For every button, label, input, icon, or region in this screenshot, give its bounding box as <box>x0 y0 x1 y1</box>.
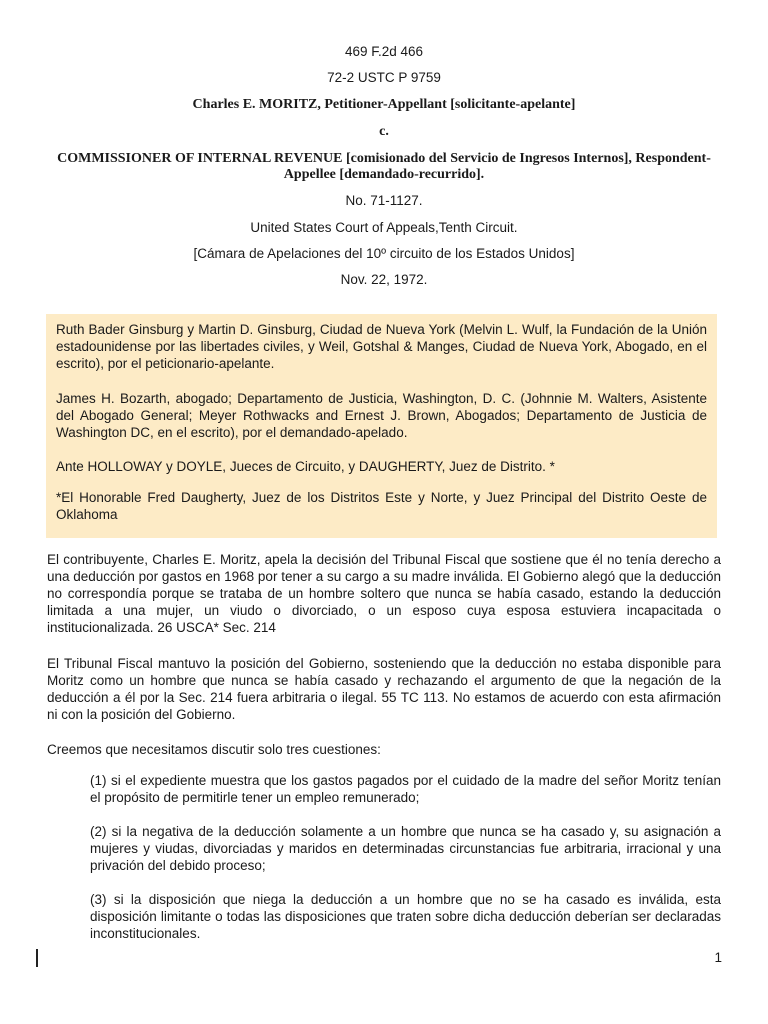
text-cursor <box>36 949 38 967</box>
body-paragraph: Creemos que necesitamos discutir solo tres cuestiones: <box>47 742 381 757</box>
court-name: United States Court of Appeals,Tenth Circuit. <box>250 220 518 235</box>
judges-panel: Ante HOLLOWAY y DOYLE, Jueces de Circuito, y DAUGHERTY, Juez de Distrito. * <box>56 459 555 474</box>
counsel-highlight-box <box>46 314 717 538</box>
petitioner-line: Charles E. MORITZ, Petitioner-Appellant [solicitante-apelante] <box>192 97 576 112</box>
counsel-respondent: James H. Bozarth, abogado; Departamento de Justicia, Washington, D. C. (Johnnie M. Walters, Asistente del Abogado General; Meyer Rothwacks and Ernest J. Brown, Abogados; Departamento de Justicia de Washington DC, en el escrito), por el demandado-apelado. <box>56 391 707 440</box>
counsel-petitioner: Ruth Bader Ginsburg y Martin D. Ginsburg, Ciudad de Nueva York (Melvin L. Wulf, la Fundación de la Unión estadounidense por las libertades civiles, y Weil, Gotshal & Manges, Ciudad de Nueva York, Abogado, en el escrito), por el peticionario-apelante. <box>56 322 707 371</box>
body-paragraph: El Tribunal Fiscal mantuvo la posición del Gobierno, sosteniendo que la deducción no estaba disponible para Moritz como un hombre que nunca se había casado y rechazando el argumento de que la negación de la deducción a él por la Sec. 214 fuera arbitraria o ilegal. 55 TC 113. No estamos de acuerdo con esta afirmación ni con la posición del Gobierno. <box>47 656 721 722</box>
issue-item: (2) si la negativa de la deducción solamente a un hombre que nunca se ha casado y, su asignación a mujeres y viudas, divorciadas y maridos en determinadas circunstancias fue arbitraria, irracional y una privación del debido proceso; <box>90 824 721 873</box>
versus-line: c. <box>379 124 389 139</box>
ustc-citation: 72-2 USTC P 9759 <box>327 70 441 85</box>
page-number: 1 <box>714 950 722 965</box>
body-paragraph: El contribuyente, Charles E. Moritz, apela la decisión del Tribunal Fiscal que sostiene que él no tenía derecho a una deducción por gastos en 1968 por tener a su cargo a su madre inválida. El Gobierno alegó que la deducción no correspondía porque se trataba de un hombre soltero que nunca se había casado, estando la deducción limitada a una mujer, un viudo o divorciado, o un esposo cuya esposa estuviera incapacitada o institucionalizada. 26 USCA* Sec. 214 <box>47 552 721 635</box>
decision-date: Nov. 22, 1972. <box>340 272 428 287</box>
respondent-line: COMMISSIONER OF INTERNAL REVENUE [comisionado del Servicio de Ingresos Internos], Respondent-Appellee [demandado-recurrido]. <box>57 151 711 182</box>
case-citation: 469 F.2d 466 <box>344 44 424 59</box>
court-name-spanish: [Cámara de Apelaciones del 10º circuito de los Estados Unidos] <box>193 246 575 261</box>
docket-number: No. 71-1127. <box>345 193 423 208</box>
issue-item: (1) si el expediente muestra que los gastos pagados por el cuidado de la madre del señor Moritz tenían el propósito de permitirle tener un empleo remunerado; <box>90 773 721 805</box>
judge-footnote: *El Honorable Fred Daugherty, Juez de los Distritos Este y Norte, y Juez Principal del Distrito Oeste de Oklahoma <box>56 490 707 522</box>
issue-item: (3) si la disposición que niega la deducción a un hombre que no se ha casado es inválida, esta disposición limitante o todas las disposiciones que traten sobre dicha deducción deberían ser declaradas inconstitucionales. <box>90 892 721 941</box>
